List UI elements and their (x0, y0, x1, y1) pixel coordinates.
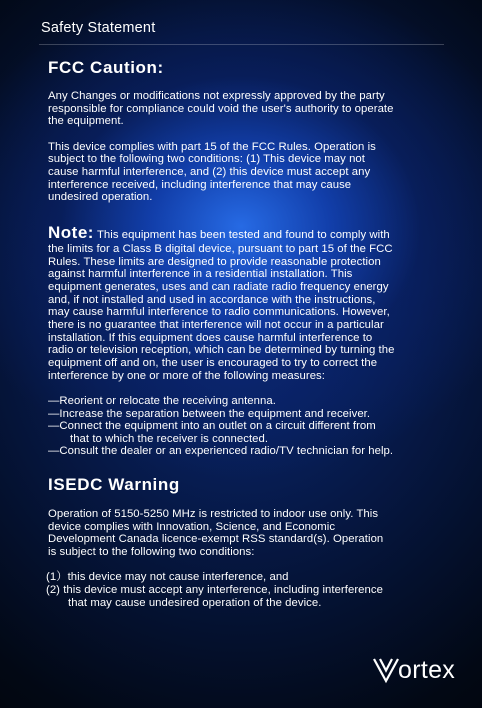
text-line: Development Canada licence-exempt RSS standard(s). Operation (48, 533, 384, 546)
list-item: —Consult the dealer or an experienced radio/TV technician for help. (48, 445, 394, 458)
text-line: undesired operation. (48, 191, 153, 204)
text-line: radio or television reception, which can be determined by turning the (48, 344, 395, 357)
list-item: —Reorient or relocate the receiving antenna. (48, 394, 276, 407)
text-line: against harmful interference in a residential installation. This (48, 268, 353, 281)
text-line: subject to the following two conditions: (1) This device may not (48, 153, 365, 166)
text-line: installation. If this equipment does cause harmful interference to (48, 331, 373, 344)
fcc-caution-heading: FCC Caution: (48, 58, 164, 77)
text-line: Operation of 5150-5250 MHz is restricted to indoor use only. This (48, 508, 379, 521)
note-paragraph (48, 222, 453, 382)
text-line: Rules. These limits are designed to provide reasonable protection (48, 255, 381, 268)
text-line: and, if not installed and used in accordance with the instructions, (48, 293, 376, 306)
text-line: Any Changes or modifications not expressly approved by the party (48, 90, 385, 102)
text-line: cause harmful interference, and (2) this device must accept any (48, 165, 371, 178)
list-item-continuation: that may cause undesired operation of the device. (68, 596, 322, 609)
text-line: the limits for a Class B digital device, pursuant to part 15 of the FCC (48, 242, 393, 255)
text-line: there is no guarantee that interference will not occur in a particular (48, 318, 384, 331)
note-label: Note: (48, 222, 94, 242)
text-line: may cause harmful interference to radio communications. However, (48, 306, 390, 319)
text-line: device complies with Innovation, Science, and Economic (48, 520, 336, 533)
list-item: —Increase the separation between the equipment and receiver. (48, 407, 371, 420)
page-title: Safety Statement (41, 20, 156, 36)
statement-content (48, 58, 453, 609)
text-line: the equipment. (48, 115, 124, 128)
text-line: interference received, including interference that may cause (48, 178, 352, 191)
text-line: This device complies with part 15 of the FCC Rules. Operation is (48, 140, 376, 153)
fcc-paragraph-1 (48, 90, 453, 128)
header-divider (39, 44, 444, 45)
text-line: responsible for compliance could void the user's authority to operate (48, 102, 394, 115)
fcc-paragraph-2 (48, 141, 453, 204)
list-item: —Connect the equipment into an outlet on a circuit different from (48, 420, 376, 433)
text-line: interference by one or more of the following measures: (48, 369, 325, 382)
vortex-logo (372, 656, 464, 684)
isedc-warning-heading: ISEDC Warning (48, 475, 180, 495)
text-line: is subject to the following two conditions: (48, 546, 255, 559)
isedc-conditions (46, 571, 453, 609)
list-item: (1）this device may not cause interference, and (46, 571, 289, 584)
text-line: equipment generates, uses and can radiate radio frequency energy (48, 280, 389, 293)
list-item: (2) this device must accept any interference, including interference (46, 584, 383, 597)
note-first-line: This equipment has been tested and found to comply with (96, 228, 390, 241)
list-item-continuation: that to which the receiver is connected. (70, 432, 269, 445)
isedc-paragraph (48, 508, 453, 559)
vortex-v-mark-icon (372, 656, 400, 684)
measures-list (48, 395, 453, 458)
logo-wordmark: ortex (398, 656, 456, 684)
text-line: equipment off and on, the user is encouraged to try to correct the (48, 356, 378, 369)
